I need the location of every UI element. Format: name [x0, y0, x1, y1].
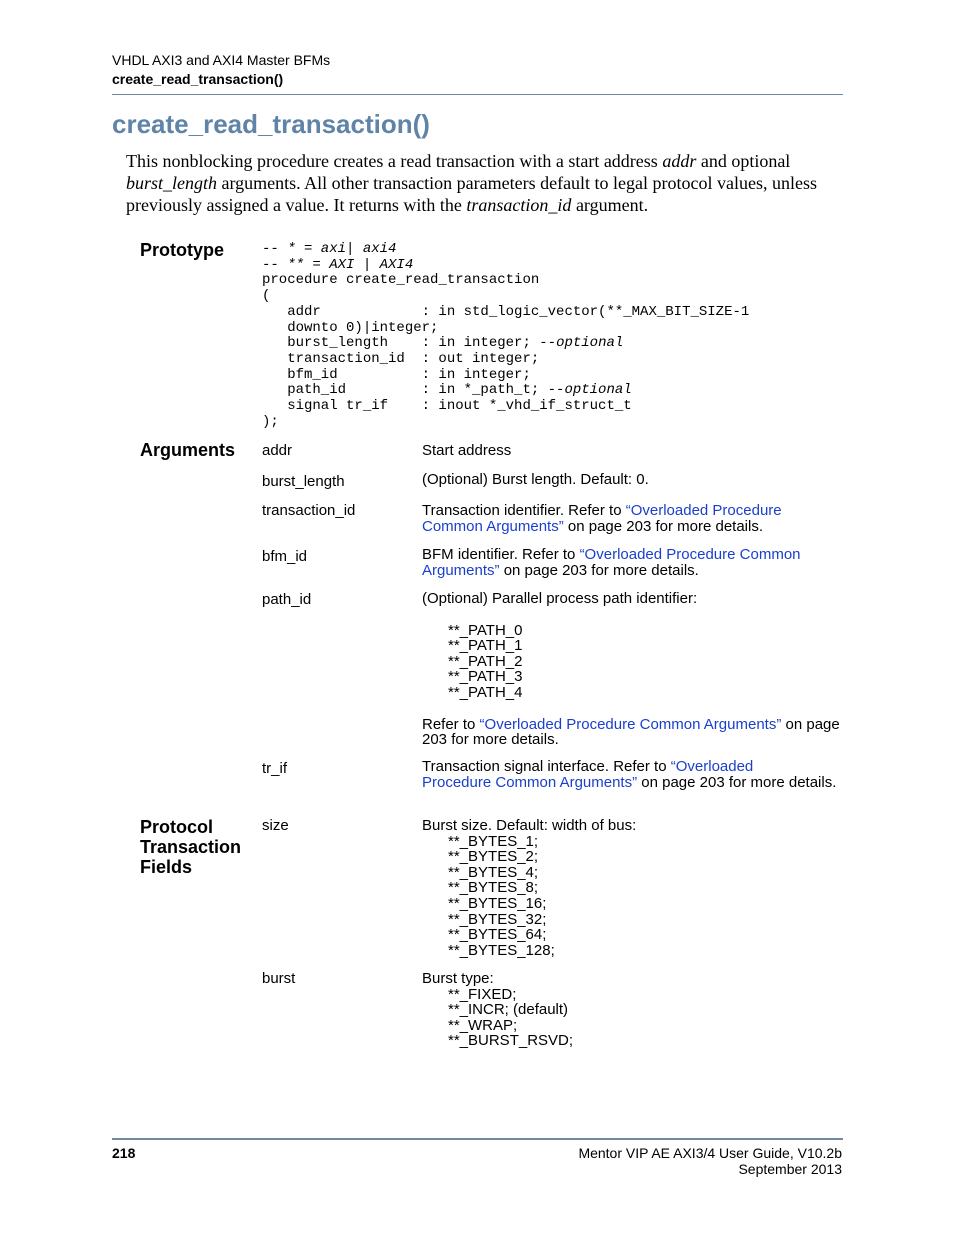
size-value: **_BYTES_16; — [448, 894, 547, 912]
header-rule — [112, 94, 843, 95]
size-value: **_BYTES_8; — [448, 879, 539, 897]
page-title: create_read_transaction() — [112, 109, 430, 139]
footer-rule — [112, 1138, 843, 1140]
xref-link-transaction-id-cont[interactable]: Common Arguments” — [422, 517, 564, 535]
path-value: **_PATH_3 — [448, 668, 523, 686]
size-value: **_BYTES_4; — [448, 863, 539, 881]
prototype-code: -- * = axi| axi4 -- ** = AXI | AXI4 procedure create_read_transaction ( addr : in std_logic_vector(**_MAX_BIT_SIZE-1 downto 0)|integer; burst_length : in integer; --optional transaction_id : out integer; bfm_id : in integer; path_id : in *_path_t; --optional signal tr_if : inout *_vhd_if_struct_t ); — [262, 241, 750, 430]
field-name-size: size — [262, 817, 289, 834]
burst-value: **_FIXED; — [448, 985, 517, 1003]
burst-value: **_INCR; (default) — [448, 1001, 569, 1019]
path-value: **_PATH_2 — [448, 652, 523, 670]
size-value: **_BYTES_32; — [448, 910, 547, 928]
running-header-chapter: VHDL AXI3 and AXI4 Master BFMs — [112, 52, 331, 68]
burst-value: **_BURST_RSVD; — [448, 1032, 574, 1050]
xref-link-bfm-id[interactable]: “Overloaded Procedure Common — [579, 546, 801, 563]
size-value: **_BYTES_64; — [448, 926, 547, 944]
section-prototype: Prototype — [140, 240, 225, 260]
path-value: **_PATH_4 — [448, 683, 523, 701]
arg-desc-burst-length: (Optional) Burst length. Default: 0. — [422, 471, 649, 488]
arg-desc-bfm-id: BFM identifier. Refer to “Overloaded Procedure Common Arguments” on page 203 for more details. — [422, 546, 801, 579]
size-value: **_BYTES_2; — [448, 848, 539, 866]
field-desc-size: Burst size. Default: width of bus: **_BYTES_1; **_BYTES_2; **_BYTES_4; **_BYTES_8; **_BYTES_16; **_BYTES_32; **_BYTES_64; **_BYTES_128; — [422, 818, 842, 958]
running-header-section: create_read_transaction() — [112, 71, 284, 87]
arg-name-tr-if: tr_if — [262, 760, 288, 777]
xref-link-transaction-id[interactable]: “Overloaded Procedure — [625, 502, 782, 519]
xref-link-path-id[interactable]: “Overloaded Procedure Common Arguments” — [479, 715, 782, 733]
arg-desc-addr: Start address — [422, 442, 512, 459]
section-protocol-fields: Protocol Transaction Fields — [140, 817, 242, 877]
field-desc-burst: Burst type: **_FIXED; **_INCR; (default) **_WRAP; **_BURST_RSVD; — [422, 971, 842, 1049]
size-value: **_BYTES_1; — [448, 832, 539, 850]
xref-link-tr-if-cont[interactable]: Procedure Common Arguments” — [422, 773, 638, 791]
arg-name-addr: addr — [262, 442, 293, 459]
arg-name-bfm-id: bfm_id — [262, 548, 308, 565]
path-value: **_PATH_1 — [448, 637, 523, 655]
burst-value: **_WRAP; — [448, 1016, 518, 1034]
size-value: **_BYTES_128; — [448, 941, 555, 959]
field-name-burst: burst — [262, 970, 296, 987]
arg-name-burst-length: burst_length — [262, 473, 345, 490]
xref-link-tr-if[interactable]: “Overloaded — [670, 758, 754, 775]
page-number: 218 — [112, 1145, 136, 1161]
section-arguments: Arguments — [140, 440, 236, 460]
xref-link-bfm-id-cont[interactable]: Arguments” — [422, 561, 500, 579]
arg-name-transaction-id: transaction_id — [262, 502, 356, 519]
arg-desc-path-id: (Optional) Parallel process path identifier: **_PATH_0 **_PATH_1 **_PATH_2 **_PATH_3 **_PATH_4 Refer to “Overloaded Procedure Common Arguments” on page 203 for more details. — [422, 591, 842, 748]
intro-paragraph: This nonblocking procedure creates a read transaction with a start address addr and optional burst_length arguments. All other transaction parameters default to legal protocol values, unless previously assigned a value. It returns with the transaction_id argument. — [126, 151, 818, 215]
arg-name-path-id: path_id — [262, 591, 312, 608]
path-value: **_PATH_0 — [448, 621, 523, 639]
arg-desc-transaction-id: Transaction identifier. Refer to “Overloaded Procedure Common Arguments” on page 203 for more details. — [422, 502, 782, 535]
arg-desc-tr-if: Transaction signal interface. Refer to “Overloaded Procedure Common Arguments” on page 203 for more details. — [422, 758, 837, 791]
footer-info: Mentor VIP AE AXI3/4 User Guide, V10.2b September 2013 — [578, 1145, 842, 1177]
